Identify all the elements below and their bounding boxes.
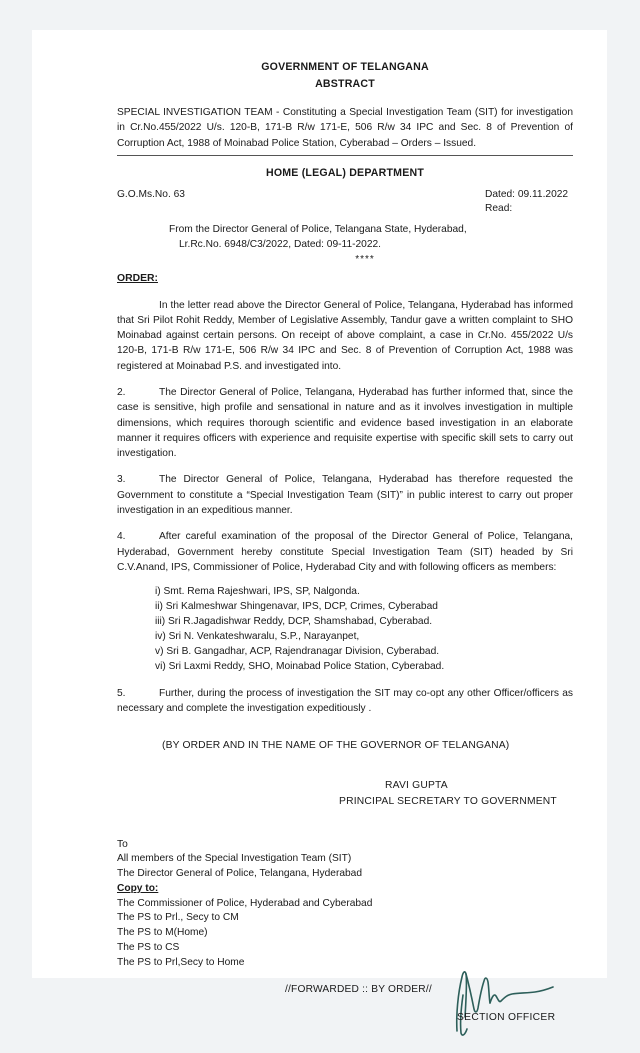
to-line-1: All members of the Special Investigation Team (SIT) bbox=[117, 853, 352, 865]
document-content bbox=[117, 60, 573, 1053]
forwarded-by-order: //FORWARDED :: BY ORDER// bbox=[285, 983, 432, 995]
paragraph-number-3: 3. bbox=[117, 474, 126, 486]
order-heading: ORDER: bbox=[117, 272, 158, 284]
paragraph-text-5: Further, during the process of investigation the SIT may co-opt any other Officer/officers as necessary and complete the investigation expeditiously . bbox=[117, 688, 573, 715]
copy-to-label: Copy to: bbox=[117, 882, 159, 894]
list-item: i) Smt. Rema Rajeshwari, IPS, SP, Nalgonda. bbox=[155, 586, 360, 598]
signatory-name: RAVI GUPTA bbox=[385, 780, 448, 792]
paragraph-number-5: 5. bbox=[117, 688, 126, 700]
order-paragraph-2 bbox=[117, 385, 573, 461]
star-separator: **** bbox=[355, 253, 375, 265]
document-page bbox=[32, 30, 607, 1023]
sit-members-list bbox=[117, 585, 573, 675]
list-item: iv) Sri N. Venkateshwaralu, S.P., Narayanpet, bbox=[155, 631, 360, 643]
copy-line-3: The PS to M(Home) bbox=[117, 927, 208, 939]
list-item: iii) Sri R.Jagadishwar Reddy, DCP, Shamshabad, Cyberabad. bbox=[155, 616, 433, 628]
dated-block bbox=[485, 188, 568, 217]
abstract-label: ABSTRACT bbox=[315, 78, 375, 91]
handwritten-signature-icon bbox=[447, 965, 567, 1037]
go-number: G.O.Ms.No. 63 bbox=[117, 188, 185, 200]
read-label: Read: bbox=[485, 203, 513, 215]
to-line-2: The Director General of Police, Telangana, Hyderabad bbox=[117, 868, 363, 880]
read-from-line2: Lr.Rc.No. 6948/C3/2022, Dated: 09-11-2022. bbox=[179, 238, 381, 250]
paragraph-text-3: The Director General of Police, Telangana, Hyderabad has therefore requested the Government to constitute a “Special Investigation Team (SIT)” in public interest to carry out proper investigation in an expeditious manner. bbox=[117, 474, 573, 517]
signatory-title: PRINCIPAL SECRETARY TO GOVERNMENT bbox=[339, 795, 557, 807]
government-title: GOVERNMENT OF TELANGANA bbox=[261, 61, 429, 73]
read-from-block bbox=[117, 223, 573, 253]
copy-line-1: The Commissioner of Police, Hyderabad and Cyberabad bbox=[117, 897, 373, 909]
order-paragraph-3 bbox=[117, 472, 573, 518]
list-item: ii) Sri Kalmeshwar Shingenavar, IPS, DCP, Crimes, Cyberabad bbox=[155, 601, 438, 613]
dated-value: Dated: 09.11.2022 bbox=[485, 188, 569, 200]
paragraph-number-2: 2. bbox=[117, 386, 126, 398]
section-officer-label: SECTION OFFICER bbox=[457, 1011, 556, 1023]
department-title: HOME (LEGAL) DEPARTMENT bbox=[265, 166, 424, 179]
abstract-body: SPECIAL INVESTIGATION TEAM - Constituting a Special Investigation Team (SIT) for investigation in Cr.No.455/2022 U/s. 120-B, 171-B R/w 171-E, 506 R/w 34 IPC and Sec. 8 of Prevention of Corruption Act, 1988 of Moinabad Police Station, Cyberabad – Orders – Issued. bbox=[117, 107, 573, 149]
paragraph-text-4: After careful examination of the proposal of the Director General of Police, Telangana, Hyderabad, Government hereby constitute Special Investigation Team (SIT) headed by Sri C.V.Anand, IPS, Commissioner of Police, Hyderabad City and with following officers as members: bbox=[117, 531, 573, 573]
distribution-block bbox=[117, 838, 573, 971]
order-paragraph-4 bbox=[117, 529, 573, 575]
abstract-divider bbox=[117, 155, 573, 156]
order-paragraph-5 bbox=[117, 686, 573, 717]
reference-row bbox=[117, 188, 573, 214]
order-paragraph-1: In the letter read above the Director General of Police, Telangana, Hyderabad has informed that Sri Pilot Rohit Reddy, Member of Legislative Assembly, Tandur gave a written complaint to SHO Moinabad against certain persons. On receipt of above complaint, a case in Cr.No. 455/2022 U/s 120-B, 171-B R/w 171-E, 506 R/w 34 IPC and Sec. 8 of Prevention of Corruption Act, 1988 was registered at Moinabad P.S. and investigated into. bbox=[117, 299, 573, 372]
list-item: vi) Sri Laxmi Reddy, SHO, Moinabad Police Station, Cyberabad. bbox=[155, 661, 445, 673]
copy-line-2: The PS to Prl., Secy to CM bbox=[117, 912, 239, 924]
list-item: v) Sri B. Gangadhar, ACP, Rajendranagar Division, Cyberabad. bbox=[155, 646, 440, 658]
paragraph-text-2: The Director General of Police, Telangana, Hyderabad has further informed that, since the case is sensitive, high profile and sensational in nature and as it involves investigation in multiple dimensions, which requires thorough scientific and evidence based investigation in an elaborate manner it requires officers with experience and requisite expertise with specific skill sets to carry out investigation. bbox=[117, 386, 573, 460]
footer-row bbox=[117, 983, 573, 1053]
by-order-line: (BY ORDER AND IN THE NAME OF THE GOVERNOR OF TELANGANA) bbox=[162, 739, 510, 751]
copy-line-4: The PS to CS bbox=[117, 942, 180, 954]
read-from-line1: From the Director General of Police, Telangana State, Hyderabad, bbox=[169, 223, 467, 235]
paragraph-number-4: 4. bbox=[117, 531, 126, 543]
to-label: To bbox=[117, 838, 128, 850]
copy-line-5: The PS to Prl,Secy to Home bbox=[117, 956, 245, 968]
